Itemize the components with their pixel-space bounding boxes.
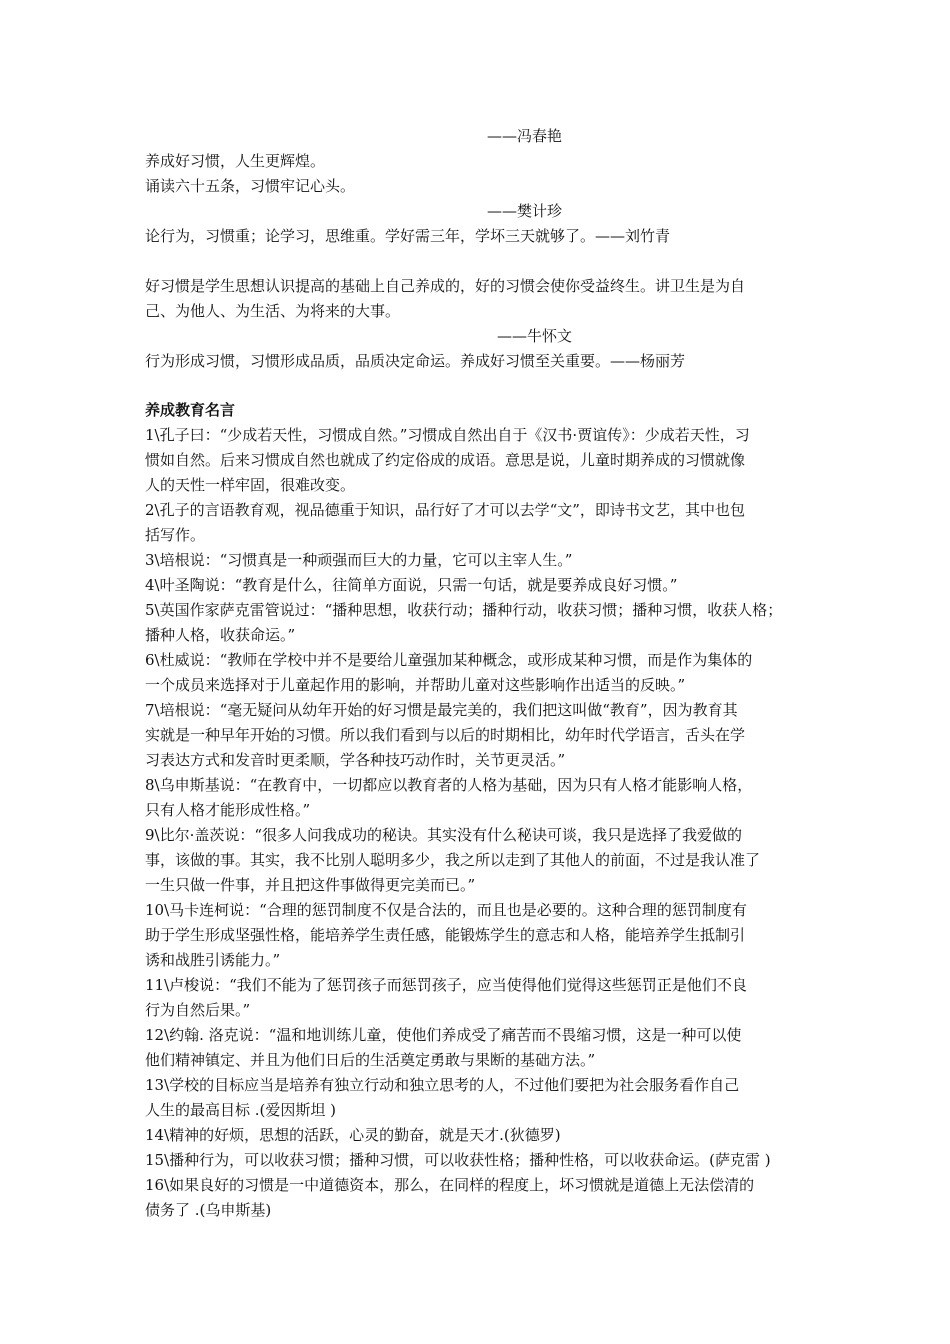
quote-line: 5\英国作家萨克雷管说过：“播种思想，收获行动；播种行动，收获习惯；播种习惯，收获人格；	[145, 601, 783, 619]
quote-line: 15\播种行为，可以收获习惯；播种习惯，可以收获性格；播种性格，可以收获命运。(萨克雷 )	[145, 1151, 771, 1169]
signature-fan: ——樊计珍	[487, 202, 563, 220]
quote-line: 行为自然后果。”	[145, 1001, 251, 1019]
quote-line: 事，该做的事。其实，我不比别人聪明多少，我之所以走到了其他人的前面，不过是我认准了	[145, 851, 761, 869]
text-line: 行为形成习惯，习惯形成品质，品质决定命运。养成好习惯至关重要。——杨丽芳	[145, 352, 686, 370]
text-line: 己、为他人、为生活、为将来的大事。	[145, 302, 401, 320]
quote-line: 一个成员来选择对于儿童起作用的影响，并帮助儿童对这些影响作出适当的反映。”	[145, 676, 686, 694]
quote-line: 7\培根说：“毫无疑问从幼年开始的好习惯是最完美的，我们把这叫做“教育”，因为教育其	[145, 701, 738, 719]
quote-line: 助于学生形成坚强性格，能培养学生责任感，能锻炼学生的意志和人格，能培养学生抵制引	[145, 926, 746, 944]
quote-line: 10\马卡连柯说：“合理的惩罚制度不仅是合法的，而且也是必要的。这种合理的惩罚制度有	[145, 901, 747, 919]
quote-line: 人的天性一样牢固，很难改变。	[145, 476, 356, 494]
quote-line: 一生只做一件事，并且把这件事做得更完美而已。”	[145, 876, 476, 894]
text-line: 诵读六十五条，习惯牢记心头。	[145, 177, 356, 195]
signature-feng: ——冯春艳	[487, 127, 563, 145]
quote-line: 人生的最高目标 .(爱因斯坦 )	[145, 1101, 337, 1119]
quote-line: 括写作。	[145, 526, 206, 544]
quote-line: 12\约翰. 洛克说：“温和地训练儿童，使他们养成受了痛苦而不畏缩习惯，这是一种可以使	[145, 1026, 742, 1044]
quote-line: 1\孔子曰：“少成若天性，习惯成自然。”习惯成自然出自于《汉书·贾谊传》：少成若天性，习	[145, 426, 750, 444]
quote-line: 债务了 .(乌申斯基)	[145, 1201, 272, 1219]
section-heading: 养成教育名言	[145, 401, 236, 419]
quote-line: 2\孔子的言语教育观，视品德重于知识，品行好了才可以去学“文”，即诗书文艺，其中也包	[145, 501, 745, 519]
quote-line: 4\叶圣陶说：“教育是什么，往简单方面说，只需一句话，就是要养成良好习惯。”	[145, 576, 678, 594]
text-line: 论行为，习惯重；论学习，思维重。学好需三年，学坏三天就够了。——刘竹青	[145, 227, 671, 245]
quote-line: 11\卢梭说：“我们不能为了惩罚孩子而惩罚孩子，应当使得他们觉得这些惩罚正是他们不良	[145, 976, 747, 994]
quote-line: 习表达方式和发音时更柔顺，学各种技巧动作时，关节更灵活。”	[145, 751, 566, 769]
quote-line: 实就是一种早年开始的习惯。所以我们看到与以后的时期相比，幼年时代学语言，舌头在学	[145, 726, 746, 744]
quote-line: 播种人格，收获命运。”	[145, 626, 296, 644]
quote-line: 13\学校的目标应当是培养有独立行动和独立思考的人，不过他们要把为社会服务看作自己	[145, 1076, 740, 1094]
quote-line: 惯如自然。后来习惯成自然也就成了约定俗成的成语。意思是说，儿童时期养成的习惯就像	[145, 451, 746, 469]
quote-line: 只有人格才能形成性格。”	[145, 801, 311, 819]
quote-line: 6\杜威说：“教师在学校中并不是要给儿童强加某种概念，或形成某种习惯，而是作为集体的	[145, 651, 753, 669]
quote-line: 3\培根说：“习惯真是一种顽强而巨大的力量，它可以主宰人生。”	[145, 551, 573, 569]
quote-line: 16\如果良好的习惯是一中道德资本，那么，在同样的程度上，坏习惯就是道德上无法偿清的	[145, 1176, 755, 1194]
quote-line: 8\乌申斯基说：“在教育中，一切都应以教育者的人格为基础，因为只有人格才能影响人格，	[145, 776, 753, 794]
text-line: 养成好习惯，人生更辉煌。	[145, 152, 326, 170]
quote-line: 9\比尔·盖茨说：“很多人问我成功的秘诀。其实没有什么秘诀可谈，我只是选择了我爱做的	[145, 826, 743, 844]
quote-line: 诱和战胜引诱能力。”	[145, 951, 281, 969]
signature-niu: ——牛怀文	[497, 327, 573, 345]
quote-line: 14\精神的好烦，思想的活跃，心灵的勤奋，就是天才.(狄德罗)	[145, 1126, 561, 1144]
text-line: 好习惯是学生思想认识提高的基础上自己养成的，好的习惯会使你受益终生。讲卫生是为自	[145, 277, 746, 295]
quote-line: 他们精神镇定、并且为他们日后的生活奠定勇敢与果断的基础方法。”	[145, 1051, 596, 1069]
